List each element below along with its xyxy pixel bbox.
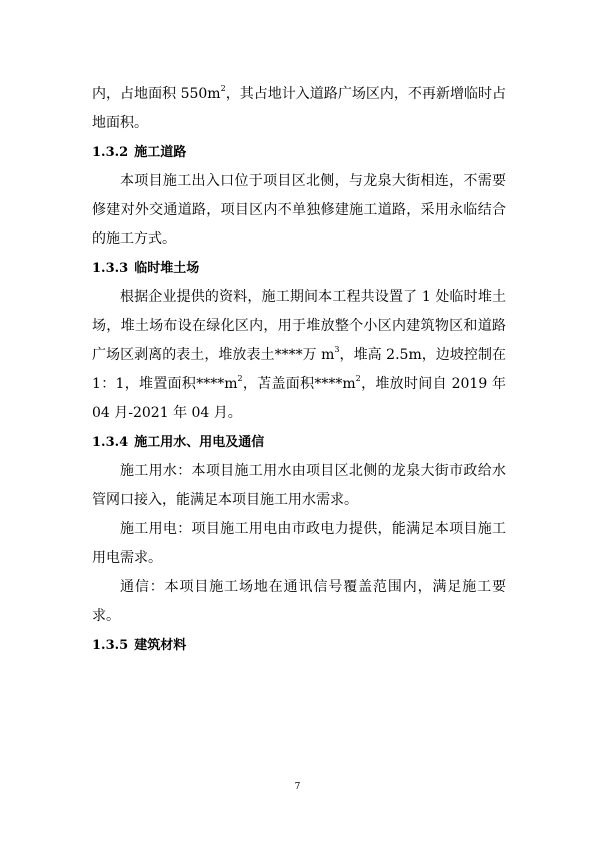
- paragraph-land-area: [92, 80, 506, 138]
- paragraph-text: 内，占地面积 550m: [92, 86, 221, 102]
- paragraph-text: 根据企业提供的资料，施工期间本工程共设置了 1 处临时堆土场，堆土场布设在绿化区内，用于堆放整个小区内建筑物区和道路广场区剥离的表土，堆放表土****万 m: [92, 289, 506, 363]
- paragraph-text: ，苫盖面积****m: [242, 376, 356, 392]
- section-title: 施工道路: [134, 145, 187, 160]
- section-number: 1.3.2: [92, 145, 129, 160]
- section-title: 施工用水、用电及通信: [134, 435, 265, 450]
- section-title: 建筑材料: [134, 638, 187, 653]
- section-heading-construction-road: [92, 138, 506, 167]
- section-number: 1.3.3: [92, 261, 129, 276]
- section-heading-building-materials: [92, 631, 506, 660]
- paragraph-text: ，其占地计入道路广场区内，不再新增临时占地面积。: [92, 86, 507, 131]
- paragraph-temporary-soil-yard: [92, 283, 506, 428]
- superscript: 2: [220, 84, 226, 94]
- section-number: 1.3.5: [92, 638, 129, 653]
- page-number: 7: [294, 782, 301, 792]
- section-number: 1.3.4: [92, 435, 129, 450]
- superscript: 2: [237, 374, 243, 384]
- paragraph-text: ，堆高 2.5m，边坡控制在 1：1，堆置面积****m: [92, 347, 506, 392]
- paragraph-text: ，堆放时间自 2019 年 04 月-2021 年 04 月。: [92, 376, 506, 421]
- paragraph-construction-road: 本项目施工出入口位于项目区北侧，与龙泉大街相连，不需要修建对外交通道路，项目区内不单独修建施工道路，采用永临结合的施工方式。: [92, 173, 506, 247]
- page-body: [92, 80, 506, 660]
- section-heading-temporary-soil-yard: [92, 254, 506, 283]
- section-heading-water-power-communication: [92, 428, 506, 457]
- superscript: 2: [355, 374, 361, 384]
- section-title: 临时堆土场: [134, 261, 200, 276]
- paragraph-communication: 通信：本项目施工场地在通讯信号覆盖范围内，满足施工要求。: [92, 579, 506, 624]
- superscript: 3: [334, 345, 340, 355]
- paragraph-construction-water: 施工用水：本项目施工用水由项目区北侧的龙泉大街市政给水管网口接入，能满足本项目施工用水需求。: [92, 463, 506, 508]
- paragraph-construction-power: 施工用电：项目施工用电由市政电力提供，能满足本项目施工用电需求。: [92, 521, 506, 566]
